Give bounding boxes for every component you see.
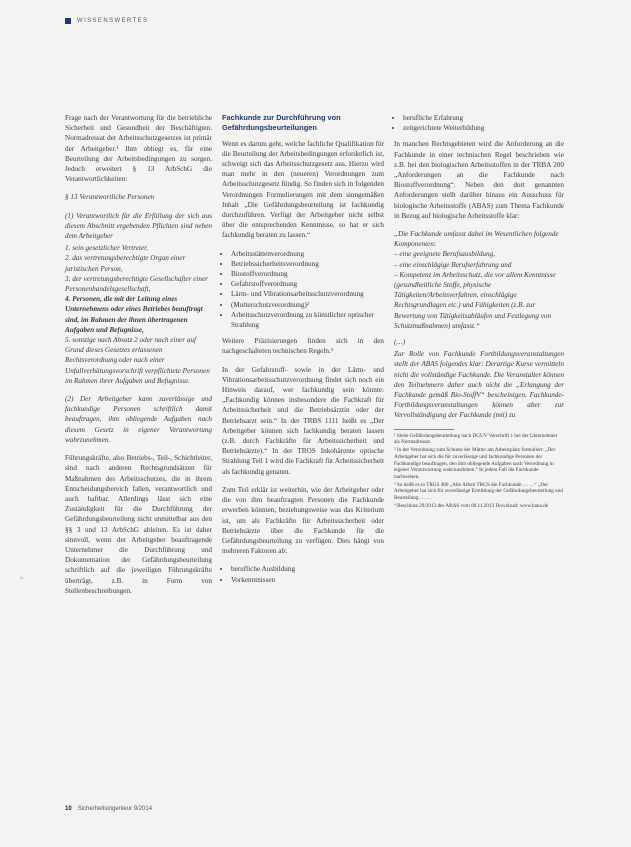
- footnotes: [394, 429, 564, 510]
- list-item: • Arbeitsstättenverordnung: [231, 249, 384, 259]
- quote-intro: „Die Fachkunde umfasst dabei im Wesentlichen folgende Komponenten:: [394, 230, 559, 249]
- footnote-divider: [394, 429, 454, 430]
- section-label: WISSENSWERTES: [77, 18, 149, 24]
- quote-item: – eine geeignete Berufsausbildung,: [394, 250, 496, 259]
- list-item: • Lärm- und Vibrationsarbeitsschutzverordnung: [231, 289, 384, 299]
- section-header: [65, 18, 148, 24]
- margin-mark: «: [20, 575, 23, 581]
- column-3: [394, 113, 564, 510]
- list-item: • berufliche Erfahrung: [403, 113, 564, 123]
- list-item: • Vorkenntnissen: [231, 575, 384, 585]
- law-item: 3. der vertretungsberechtigte Gesellschafter einer Personenhandelsgesellschaft,: [65, 274, 208, 294]
- intro-paragraph: Frage nach der Verantwortung für die betriebliche Sicherheit und Gesundheit der Beschäftigten. Normadressat der Arbeitsschutzgesetzes ist primär der Arbeitgeber.¹ Ihm obliegt es, für eine Beurteilung der Arbeitsbedingungen zu sorgen. Jedoch erweitert § 13 ArbSchG die Verantwortlichkeiten:: [65, 114, 212, 184]
- law-paragraph-2: (2) Der Arbeitgeber kann zuverlässige und fachkundige Personen schriftlich damit beauftragen, ihm obliegende Aufgaben nach diesem Gesetz in eigener Verantwortung wahrzunehmen.: [65, 395, 212, 444]
- law-list: [65, 243, 212, 386]
- footnote: ² In der Verordnung zum Schutze der Mütter am Arbeitsplatz formuliert: „Der Arbeitgeber hat sich die für zuverlässige und fachkundige Personen der Fachkundige beauftragen, den ihm obliegende Aufgaben nach Verordnung in eigener Verantwortung wahrzunehmen.“ In jedem Fall die Fachkunde nachweisen.: [394, 447, 556, 480]
- subheading: Fachkunde zur Durchführung von Gefährdungsbeurteilungen: [222, 113, 341, 132]
- column-1: [65, 113, 212, 604]
- law-item: 5. sonstige nach Absatz 2 oder nach einer auf Grund dieses Gesetzes erlassenen Rechtsverordnung oder nach einer Unfallverhütungsvorschrift verpflichtete Personen im Rahmen ihrer Aufgaben und Befugnisse.: [65, 336, 210, 385]
- footnote: ¹ Siehe Gefährdungsbeurteilung nach DGUV Vorschrift 1 bei der Unternehmer als Normadressat.: [394, 432, 558, 446]
- law-intro: (1) Verantwortlich für die Erfüllung der sich aus diesem Abschnitt ergebenden Pflichten sind neben dem Arbeitgeber: [65, 211, 212, 241]
- law-item: 4. Personen, die mit der Leitung eines Unternehmens oder eines Betriebes beauftragt sind, im Rahmen der ihnen übertragenen Aufgaben und Befugnisse,: [65, 295, 203, 334]
- page-footer: [65, 806, 152, 812]
- paragraph: Zur Rolle von Fachkunde Fortbildungsveranstaltungen stellt der ABAS folgendes klar: Derartige Kurse vermitteln nicht die vollständige Fachkunde. Die Veranstalter können den Teilnehmern daher auch nicht die „Erlangung der Fachkunde gemäß Bio-StoffV“ bescheinigen. Fachkunde-Fortbildungsveranstaltungen können aber zur Vervollständigung der Fachkunde (mit) zu: [394, 350, 564, 420]
- factor-list-continued: [394, 113, 564, 133]
- regulation-list: [222, 249, 384, 331]
- section-marker-icon: [65, 18, 71, 24]
- law-title: § 13 Verantwortliche Personen: [65, 193, 155, 202]
- footnote: ⁴ Beschluss 29/2013 des ABAS vom 08.11.2013 Download: www.baua.de: [394, 502, 549, 509]
- law-item: 2. das vertretungsberechtigte Organ einer juristischen Person,: [65, 254, 186, 273]
- list-item: • berufliche Ausbildung: [231, 564, 384, 574]
- list-item: • zeitgerichtete Weiterbildung: [403, 123, 564, 133]
- list-item: • (Mutterschutzverordnung)²: [231, 300, 384, 310]
- paragraph: In der Gefahrstoff- sowie in der Lärm- und Vibrationsarbeitsschutzverordnung findet sich noch ein Hinweis darauf, wer fachkundig sein könnte: „Fachkundig können insbesondere die Fachkraft für Arbeitssicherheit und die Betriebsärztin oder der Betriebsarzt sein.“ In der TRBS 1111 heißt es „Der Arbeitgeber können sich fachkundig beraten lassen (z.B. durch Fachkräfte für Arbeitssicherheit und Betriebsärzte).“ In der TROS Inkohärente optische Strahlung Teil 1 wird die Fachkraft für Arbeitssicherheit als fachkundig genannt.: [222, 365, 384, 476]
- law-item: 1. sein gesetzlicher Vertreter,: [65, 244, 148, 253]
- paragraph: Weitere Präzisierungen finden sich in den nachgeschalteten technischen Regeln.³: [222, 337, 384, 356]
- list-item: • Gefahrstoffverordnung: [231, 279, 384, 289]
- page-number: 10: [65, 806, 72, 812]
- paragraph: Wenn es darum geht, welche fachliche Qualifikation für die Beurteilung der Arbeitsbedingungen erforderlich ist, schweigt sich das Arbeitsschutzgesetz aus. Hierzu wird man mehr in den (neueren) Verordnungen zum Arbeitsschutzgesetz fündig. So finden sich in folgenden Verordnungen Formulierungen mit dem sinngemäßen Inhalt „Die Gefährdungsbeurteilung ist fachkundig durchzuführen. Verfügt der Arbeitgeber nicht selbst über die entsprechenden Kenntnisse, so hat er sich fachkundig beraten zu lassen.“: [222, 139, 384, 240]
- publication-name: Sicherheitsingenieur 9/2014: [77, 806, 153, 812]
- ellipsis: (…): [394, 338, 406, 347]
- factor-list: [222, 564, 384, 584]
- column-2: [222, 113, 384, 591]
- paragraph: In manchen Rechtsgebieten wird die Anforderung an die Fachkunde in einer technischen Regel beschrieben wie z.B. bei den biologischen Arbeitsstoffen in der TRBA 200 „Anforderungen an die Fachkunde nach Biostoffverordnung“. Neben den dort genannten Anforderungen stellt darüber hinaus ein Ausschuss für biologische Arbeitsstoffe (ABAS) zum Thema Fachkunde in Bezug auf biologische Arbeitsstoffe klar:: [394, 140, 564, 220]
- quote-item: – eine einschlägige Berufserfahrung und: [394, 260, 512, 269]
- list-item: • Betriebssicherheitsverordnung: [231, 259, 384, 269]
- list-item: • Arbeitsschutzverordnung zu künstlicher optischer Strahlung: [231, 310, 384, 330]
- quote-item: – Kompetenz im Arbeitsschutz, die vor allem Kenntnisse (gesundheitliche Stoffe, physische Tätigkeiten/Arbeitsverfahren, einschlägige Rechtsgrundlagen etc.) und Fähigkeiten (z.B. zur Bewertung von Tätigkeitsabläufen und Festlegung von Schutzmaßnahmen) umfasst.“: [394, 270, 556, 330]
- list-item: • Biostoffverordnung: [231, 269, 384, 279]
- paragraph: Zum Teil erklär ist weiterhin, wie der Arbeitgeber oder die von ihm beauftragten Personen die Fachkunde erwerben könnten, beziehungsweise was das Kriterium ist, um als Fachkräfte für Arbeitssicherheit oder Betriebsärzte über die Fachkunde für die Gefährdungsbeurteilung zu verfügen. Dies hängt von mehreren Faktoren ab:: [222, 485, 384, 556]
- outro-paragraph: Führungskräfte, also Betriebs-, Teil-, Schichtleiter, sind nach anderen Rechtsgrundsätzen für Maßnahmen des Arbeitsschutzes, die in ihrem Entscheidungsbereich fallen, verantwortlich und auch haftbar. Allerdings lässt sich eine Zuständigkeit für die Durchführung der Gefährdungsbeurteilung nicht unmittelbar aus den §§ 3 und 13 ArbSchG ableiten. Es ist daher sinnvoll, wenn der Arbeitgeber beauftragende Unternehmer die Durchführung und Dokumentation der Gefährdungsbeurteilung schriftlich auf die jeweiligen Führungskräfte überträgt, z.B. in Form von Stellenbeschreibungen.: [65, 454, 212, 595]
- abas-quote: [394, 229, 564, 331]
- footnote: ³ So heißt es in TRGS 400 „Alle Arbeit TRGS die Fachkunde … …“ „Der Arbeitgeber hat sich für zuverlässige Ermittlung der Gefährdungsbeurteilung und Beurteilung … …: [394, 481, 563, 502]
